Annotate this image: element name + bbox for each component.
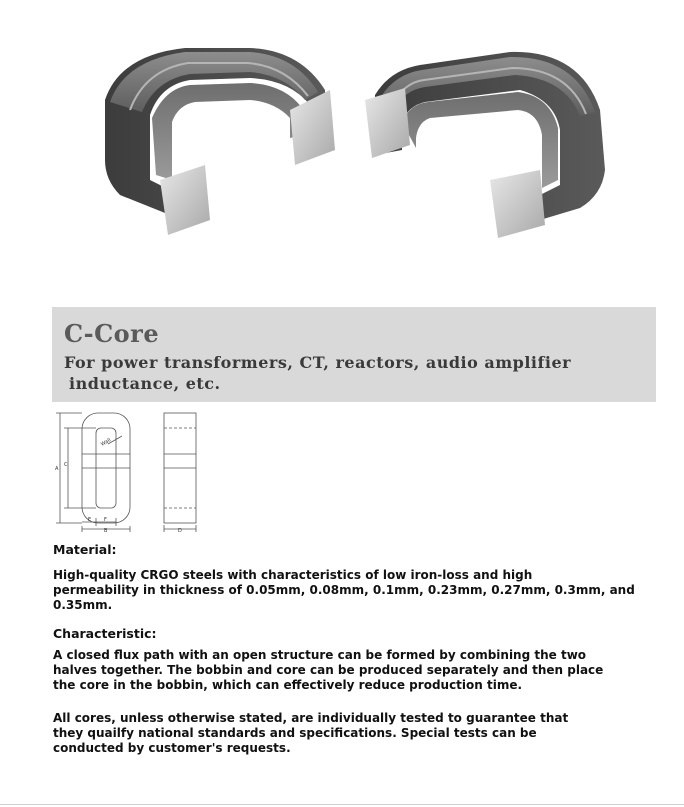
material-text [53,568,673,613]
title-banner [52,307,656,402]
left-c-core-half [105,48,335,235]
characteristic-heading: Characteristic: [53,626,157,641]
drawing-label-c: C [64,462,68,468]
material-line3: 0.35mm. [53,598,113,612]
characteristic-p2-line2: they quailfy national standards and specifications. Special tests can be [53,726,537,740]
banner-subtitle-line1: For power transformers, CT, reactors, audio amplifier [64,353,572,372]
characteristic-p1-line2: halves together. The bobbin and core can be produced separately and then place [53,663,604,677]
drawing-label-wall: Wall [100,437,113,448]
material-heading: Material: [53,542,117,557]
characteristic-paragraph-2 [53,711,673,756]
banner-subtitle-line2: inductance, etc. [69,374,221,393]
dimension-drawing [52,408,212,533]
page-title: C-Core [64,319,160,348]
drawing-label-f: F [104,517,107,523]
c-core-product-image [90,30,630,260]
characteristic-p1-line1: A closed flux path with an open structure can be formed by combining the two [53,648,587,662]
drawing-label-d: D [178,528,182,533]
characteristic-paragraph-1 [53,648,673,693]
drawing-label-a: A [55,466,59,472]
material-line2: permeability in thickness of 0.05mm, 0.08mm, 0.1mm, 0.23mm, 0.27mm, 0.3mm, and [53,583,635,597]
characteristic-p1-line3: the core in the bobbin, which can effectively reduce production time. [53,678,523,692]
characteristic-p2-line1: All cores, unless otherwise stated, are individually tested to guarantee that [53,711,569,725]
characteristic-p2-line3: conducted by customer's requests. [53,741,291,755]
material-line1: High-quality CRGO steels with characteristics of low iron-loss and high [53,568,533,582]
drawing-label-e: E [88,517,92,523]
right-c-core-half [365,52,605,238]
bottom-divider [0,804,684,805]
banner-subtitle [64,352,624,394]
drawing-label-b: B [104,528,108,533]
